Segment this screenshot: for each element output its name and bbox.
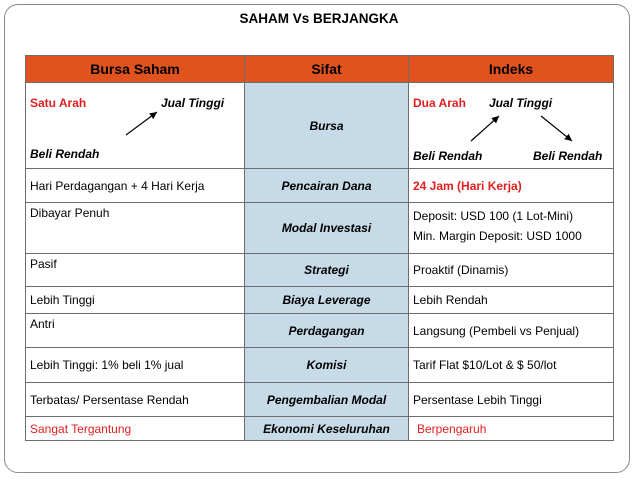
indeks-cell: Tarif Flat $10/Lot & $ 50/lot [409, 348, 614, 383]
table-header-row [26, 56, 614, 83]
header-indeks: Indeks [409, 56, 614, 83]
indeks-cell: Lebih Rendah [409, 287, 614, 314]
table-row [26, 383, 614, 417]
comparison-table [25, 55, 614, 441]
table-row [26, 203, 614, 254]
indeks-cell [409, 203, 614, 254]
saham-cell: Dibayar Penuh [26, 203, 245, 254]
saham-direction: Satu Arah [30, 96, 87, 110]
header-bursa-saham: Bursa Saham [26, 56, 245, 83]
indeks-sell-high: Jual Tinggi [489, 96, 553, 110]
saham-cell: Lebih Tinggi [26, 287, 245, 314]
sifat-cell: Strategi [245, 254, 409, 287]
saham-cell: Pasif [26, 254, 245, 287]
indeks-line-2: Min. Margin Deposit: USD 1000 [413, 229, 582, 243]
sifat-cell: Biaya Leverage [245, 287, 409, 314]
indeks-cell: Persentase Lebih Tinggi [409, 383, 614, 417]
indeks-cell: Berpengaruh [409, 417, 614, 441]
slide-title: SAHAM Vs BERJANGKA [239, 11, 399, 26]
saham-cell: Terbatas/ Persentase Rendah [26, 383, 245, 417]
saham-sell-high: Jual Tinggi [161, 96, 225, 110]
table-row [26, 254, 614, 287]
saham-up-arrow [26, 83, 245, 169]
table-row [26, 417, 614, 441]
indeks-buy-low-left: Beli Rendah [413, 149, 483, 163]
table-row [26, 287, 614, 314]
sifat-cell: Pencairan Dana [245, 169, 409, 203]
indeks-arrows [409, 83, 614, 169]
indeks-cell: Proaktif (Dinamis) [409, 254, 614, 287]
indeks-cell: 24 Jam (Hari Kerja) [409, 169, 614, 203]
header-sifat: Sifat [245, 56, 409, 83]
sifat-cell: Komisi [245, 348, 409, 383]
sifat-cell: Modal Investasi [245, 203, 409, 254]
sifat-bursa: Bursa [245, 83, 409, 169]
table-row [26, 169, 614, 203]
sifat-cell: Perdagangan [245, 314, 409, 348]
table-row-direction [26, 83, 614, 169]
saham-cell: Lebih Tinggi: 1% beli 1% jual [26, 348, 245, 383]
table-row [26, 314, 614, 348]
table-row [26, 348, 614, 383]
saham-cell: Hari Perdagangan + 4 Hari Kerja [26, 169, 245, 203]
indeks-cell: Langsung (Pembeli vs Penjual) [409, 314, 614, 348]
saham-buy-low: Beli Rendah [30, 147, 100, 161]
indeks-direction-cell [409, 83, 614, 169]
indeks-buy-low-right: Beli Rendah [533, 149, 603, 163]
indeks-line-1: Deposit: USD 100 (1 Lot-Mini) [413, 209, 574, 223]
saham-cell: Sangat Tergantung [26, 417, 245, 441]
saham-direction-cell [26, 83, 245, 169]
sifat-cell: Ekonomi Keseluruhan [245, 417, 409, 441]
indeks-direction: Dua Arah [413, 96, 466, 110]
sifat-cell: Pengembalian Modal [245, 383, 409, 417]
saham-cell: Antri [26, 314, 245, 348]
